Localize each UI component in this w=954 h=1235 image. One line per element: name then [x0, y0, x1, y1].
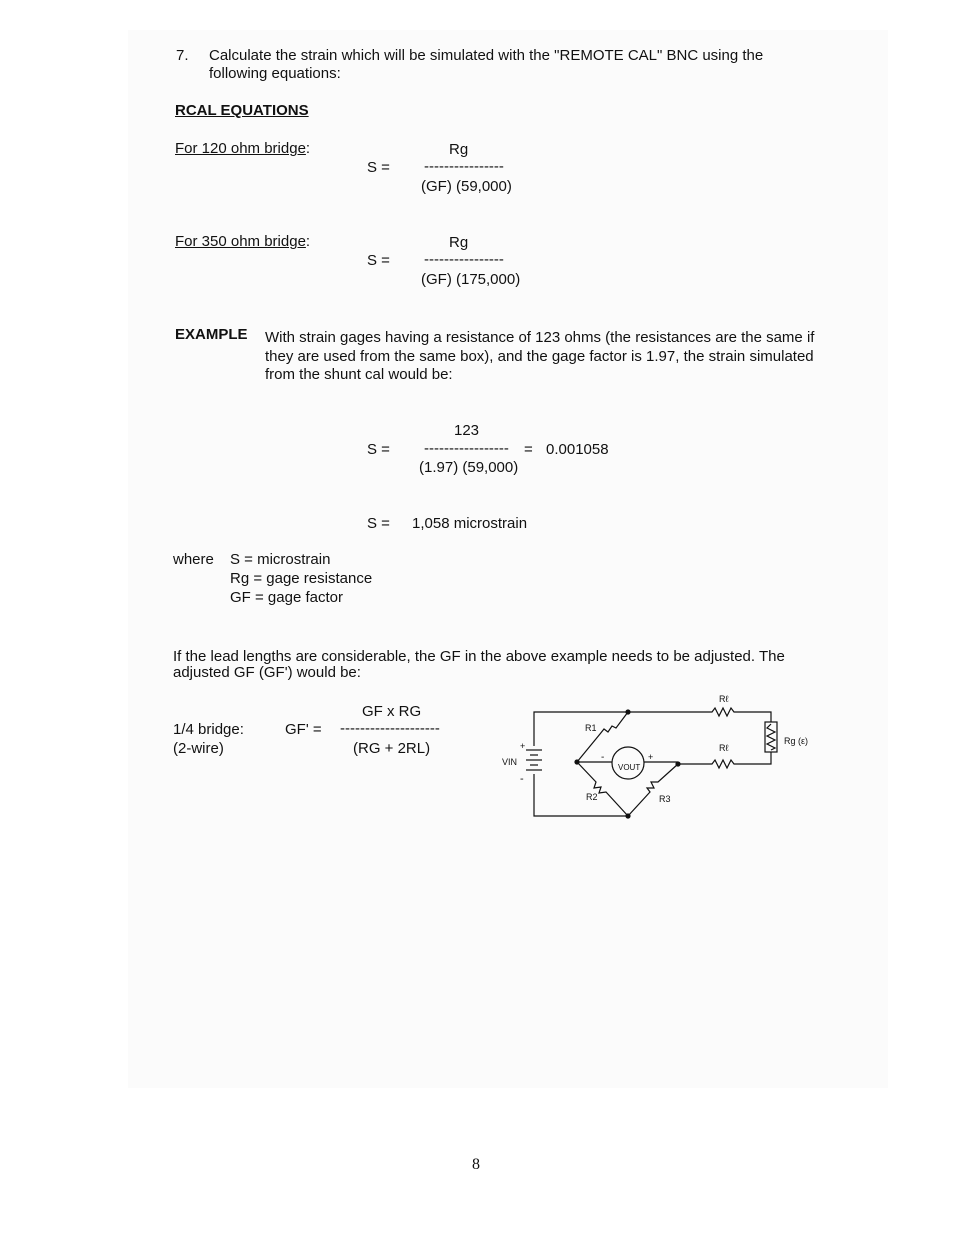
- example-line3: from the shunt cal would be:: [265, 366, 453, 383]
- calc-numerator: 123: [454, 422, 480, 439]
- calc-denominator: (1.97) (59,000): [419, 459, 519, 476]
- page-number: 8: [472, 1156, 480, 1173]
- where-item-rg: Rg = gage resistance: [230, 570, 373, 587]
- calc-final-lhs: S =: [367, 515, 390, 532]
- eq350-colon: :: [305, 233, 311, 250]
- eq350-denominator: (GF) (175,000): [421, 271, 521, 288]
- rg-label: Rg (ε): [784, 736, 809, 746]
- example-line2: they are used from the same box), and the gage factor is 1.97, the strain simulated: [265, 348, 814, 365]
- rl-bottom-label: Rℓ: [719, 743, 729, 753]
- eq350-label-row: [175, 232, 310, 251]
- node-top: [625, 709, 630, 714]
- calc-final-value: 1,058 microstrain: [412, 515, 528, 532]
- battery-minus-sign: -: [520, 773, 524, 785]
- example-label: EXAMPLE: [175, 326, 248, 343]
- r2-label: R2: [586, 792, 598, 802]
- vin-label: VIN: [502, 757, 518, 767]
- rl-top-label: Rℓ: [719, 694, 729, 704]
- bridge-circuit-diagram: [498, 688, 810, 826]
- rcal-heading: RCAL EQUATIONS: [175, 102, 309, 119]
- eq120-label-row: [175, 139, 310, 158]
- lead-line2: adjusted GF (GF') would be:: [173, 664, 361, 681]
- eq350-numerator: Rg: [449, 234, 469, 251]
- rl-bottom-resistor: [678, 752, 771, 768]
- bottom-left-wire: [534, 774, 628, 816]
- eq120-denominator: (GF) (59,000): [421, 178, 512, 195]
- lead-line1: If the lead lengths are considerable, the GF in the above example needs to be adjusted. The: [173, 648, 785, 665]
- gfprime-denominator: (RG + 2RL): [353, 740, 431, 757]
- gfprime-bar: --------------------: [340, 720, 440, 737]
- where-item-s: S = microstrain: [230, 551, 331, 568]
- eq120-label: For 120 ohm bridge: [175, 140, 306, 157]
- battery-plus-sign: +: [520, 741, 526, 751]
- eq120-lhs: S =: [367, 159, 390, 176]
- vout-plus-sign: +: [648, 752, 654, 762]
- calc-equals: =: [524, 441, 533, 458]
- step-text-line2: following equations:: [209, 65, 341, 82]
- vout-minus-sign: -: [601, 752, 605, 763]
- calc-result: 0.001058: [546, 441, 609, 458]
- node-left: [574, 759, 579, 764]
- eq350-lhs: S =: [367, 252, 390, 269]
- eq120-colon: :: [305, 140, 311, 157]
- top-left-wire: [534, 712, 628, 746]
- vout-label: VOUT: [618, 763, 641, 772]
- r3-label: R3: [659, 794, 671, 804]
- node-right: [675, 761, 680, 766]
- gfprime-numerator: GF x RG: [362, 703, 422, 720]
- rg-zigzag: [767, 724, 775, 750]
- example-line1: With strain gages having a resistance of 123 ohms (the resistances are the same if: [265, 329, 815, 346]
- rl-top-resistor: [628, 708, 771, 722]
- gfprime-bridge: 1/4 bridge:: [173, 721, 244, 738]
- eq350-label: For 350 ohm bridge: [175, 233, 306, 250]
- circuit-wires: [526, 708, 777, 816]
- where-item-gf: GF = gage factor: [230, 589, 343, 606]
- where-label: where: [173, 551, 214, 568]
- eq120-bar: ----------------: [424, 158, 504, 175]
- eq120-numerator: Rg: [449, 141, 469, 158]
- calc-lhs: S =: [367, 441, 390, 458]
- r1-label: R1: [585, 723, 597, 733]
- eq350-bar: ----------------: [424, 251, 504, 268]
- calc-bar: -----------------: [424, 440, 509, 457]
- step-text-line1: Calculate the strain which will be simulated with the "REMOTE CAL" BNC using the: [209, 47, 764, 64]
- step-number: 7.: [176, 47, 189, 64]
- gfprime-wire: (2-wire): [173, 740, 224, 757]
- gfprime-lhs: GF' =: [285, 721, 322, 738]
- node-bottom: [625, 813, 630, 818]
